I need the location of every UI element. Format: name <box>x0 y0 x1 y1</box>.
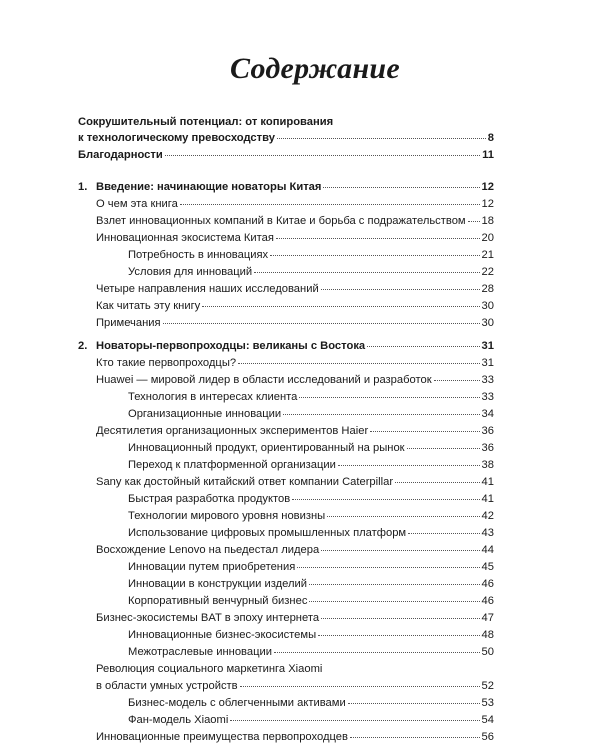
toc-page-number: 11 <box>482 149 494 161</box>
toc-entry-text: в области умных устройств <box>96 680 238 692</box>
toc-entry[interactable] <box>96 730 494 744</box>
toc-entry-text: Переход к платформенной организации <box>128 459 336 471</box>
toc-entry[interactable] <box>96 316 494 330</box>
toc-entry[interactable] <box>96 214 494 228</box>
toc-entry[interactable] <box>96 543 494 557</box>
toc-page-number: 42 <box>481 510 494 522</box>
dot-leader <box>323 187 479 188</box>
dot-leader <box>276 238 480 239</box>
dot-leader <box>321 289 480 290</box>
dot-leader <box>309 584 480 585</box>
toc-page-number: 53 <box>481 697 494 709</box>
toc-page-number: 46 <box>481 595 494 607</box>
toc-entry[interactable] <box>96 231 494 245</box>
toc-entry[interactable] <box>96 356 494 370</box>
toc-entry-text: Бизнес-модель с облегченными активами <box>128 697 346 709</box>
toc-entry[interactable] <box>96 373 494 387</box>
toc-subentry[interactable] <box>128 560 494 574</box>
chapter-number: 2. <box>78 340 88 352</box>
toc-page-number: 52 <box>481 680 494 692</box>
dot-leader <box>274 652 480 653</box>
toc-entry-text: Huawei — мировой лидер в области исследований и разработок <box>96 374 432 386</box>
toc-entry-text: Инновационные преимущества первопроходцев <box>96 731 348 743</box>
dot-leader <box>277 138 486 139</box>
dot-leader <box>202 306 479 307</box>
dot-leader <box>165 155 480 156</box>
toc-entry[interactable] <box>96 299 494 313</box>
toc-entry-text: Потребность в инновациях <box>128 249 269 261</box>
dot-leader <box>163 323 480 324</box>
toc-entry-text: Инновационные бизнес-экосистемы <box>128 629 317 641</box>
toc-entry[interactable] <box>96 679 494 693</box>
toc-entry[interactable] <box>96 282 494 296</box>
toc-page-number: 31 <box>481 340 494 352</box>
dot-leader <box>348 703 480 704</box>
toc-subentry[interactable] <box>128 713 494 727</box>
toc-entry-text: Инновации в конструкции изделий <box>128 578 307 590</box>
toc-page-number: 30 <box>481 317 494 329</box>
toc-page-number: 45 <box>481 561 494 573</box>
toc-entry[interactable] <box>96 424 494 438</box>
toc-subentry[interactable] <box>128 645 494 659</box>
dot-leader <box>407 448 480 449</box>
toc-entry-text: Корпоративный венчурный бизнес <box>128 595 308 607</box>
dot-leader <box>309 601 479 602</box>
toc-entry-text: Инновационная экосистема Китая <box>96 232 274 244</box>
chapter-number: 1. <box>78 181 88 193</box>
toc-entry-text: Использование цифровых промышленных платформ <box>128 527 407 539</box>
toc-entry-text: Взлет инновационных компаний в Китае и борьба с подражательством <box>96 215 466 227</box>
dot-leader <box>408 533 479 534</box>
dot-leader <box>292 499 479 500</box>
dot-leader <box>434 380 480 381</box>
toc-subentry[interactable] <box>128 696 494 710</box>
dot-leader <box>240 686 480 687</box>
toc-entry-text: Технология в интересах клиента <box>128 391 298 403</box>
toc-subentry[interactable] <box>128 407 494 421</box>
toc-entry-text: О чем эта книга <box>96 198 178 210</box>
toc-chapter-1[interactable] <box>78 180 494 194</box>
toc-entry-text: Благодарности <box>78 149 163 161</box>
toc-entry-text: Новаторы-первопроходцы: великаны с Востока <box>96 340 366 352</box>
toc-page-number: 12 <box>481 181 494 193</box>
toc-page-number: 36 <box>481 425 494 437</box>
toc-page-number: 12 <box>481 198 494 210</box>
toc-entry-text[interactable]: Революция социального маркетинга Xiaomi <box>96 663 323 675</box>
dot-leader <box>238 363 479 364</box>
toc-subentry[interactable] <box>128 628 494 642</box>
toc-entry-text: Условия для инноваций <box>128 266 253 278</box>
toc-entry-text: Бизнес-экосистемы BAT в эпоху интернета <box>96 612 320 624</box>
toc-entry-text: Быстрая разработка продуктов <box>128 493 291 505</box>
toc-subentry[interactable] <box>128 458 494 472</box>
dot-leader <box>321 550 479 551</box>
toc-entry-text: Как читать эту книгу <box>96 300 201 312</box>
dot-leader <box>180 204 480 205</box>
toc-page-number: 41 <box>481 476 494 488</box>
toc-page-number: 50 <box>481 646 494 658</box>
toc-page-number: 8 <box>487 132 494 144</box>
toc-page-number: 41 <box>481 493 494 505</box>
toc-page-number: 22 <box>481 266 494 278</box>
dot-leader <box>338 465 480 466</box>
toc-subentry[interactable] <box>128 526 494 540</box>
toc-chapter-2[interactable] <box>78 339 494 353</box>
dot-leader <box>468 221 480 222</box>
toc-page-number: 38 <box>481 459 494 471</box>
toc-subentry[interactable] <box>128 594 494 608</box>
toc-entry-text: Sany как достойный китайский ответ компании Caterpillar <box>96 476 394 488</box>
toc-subentry[interactable] <box>128 492 494 506</box>
dot-leader <box>350 737 480 738</box>
toc-page-number: 43 <box>481 527 494 539</box>
toc-page-number: 21 <box>481 249 494 261</box>
toc-page-number: 46 <box>481 578 494 590</box>
toc-subentry[interactable] <box>128 441 494 455</box>
toc-subentry[interactable] <box>128 248 494 262</box>
dot-leader <box>367 346 479 347</box>
dot-leader <box>230 720 479 721</box>
toc-page-number: 54 <box>481 714 494 726</box>
toc-entry[interactable] <box>96 611 494 625</box>
toc-front-line2[interactable] <box>78 131 494 145</box>
toc-page-number: 44 <box>481 544 494 556</box>
toc-page-number: 36 <box>481 442 494 454</box>
toc-page-number: 33 <box>481 374 494 386</box>
dot-leader <box>318 635 479 636</box>
toc-page-number: 31 <box>481 357 494 369</box>
toc-entry-text: Примечания <box>96 317 161 329</box>
toc-page-number: 18 <box>481 215 494 227</box>
toc-subentry[interactable] <box>128 390 494 404</box>
toc-page-number: 48 <box>481 629 494 641</box>
toc-subentry[interactable] <box>128 265 494 279</box>
toc-entry-text: Четыре направления наших исследований <box>96 283 319 295</box>
toc-page-number: 47 <box>481 612 494 624</box>
toc-entry[interactable] <box>96 197 494 211</box>
dot-leader <box>299 397 479 398</box>
toc-thanks[interactable] <box>78 148 494 162</box>
dot-leader <box>327 516 479 517</box>
toc-page-number: 33 <box>481 391 494 403</box>
toc-front-line1: Сокрушительный потенциал: от копирования <box>78 116 334 128</box>
toc-subentry[interactable] <box>128 509 494 523</box>
toc-entry[interactable] <box>96 475 494 489</box>
toc-page-number: 28 <box>481 283 494 295</box>
toc-entry-text: Фан-модель Xiaomi <box>128 714 229 726</box>
toc-entry-text: Организационные инновации <box>128 408 282 420</box>
dot-leader <box>254 272 479 273</box>
dot-leader <box>370 431 479 432</box>
toc-entry-text: Кто такие первопроходцы? <box>96 357 237 369</box>
toc-entry-text: Технологии мирового уровня новизны <box>128 510 326 522</box>
toc-entry-text: к технологическому превосходству <box>78 132 275 144</box>
dot-leader <box>283 414 479 415</box>
toc-page-number: 34 <box>481 408 494 420</box>
toc-subentry[interactable] <box>128 577 494 591</box>
toc-page-number: 20 <box>481 232 494 244</box>
toc-entry-text: Восхождение Lenovo на пьедестал лидера <box>96 544 320 556</box>
toc-entry-text: Десятилетия организационных экспериментов Haier <box>96 425 369 437</box>
dot-leader <box>321 618 479 619</box>
toc-entry-text: Инновации путем приобретения <box>128 561 296 573</box>
toc-entry-text: Введение: начинающие новаторы Китая <box>96 181 322 193</box>
dot-leader <box>270 255 479 256</box>
toc-page-number: 56 <box>481 731 494 743</box>
toc-entry-text: Межотраслевые инновации <box>128 646 273 658</box>
dot-leader <box>297 567 479 568</box>
dot-leader <box>395 482 479 483</box>
page-title: Содержание <box>229 52 401 85</box>
toc-page-number: 30 <box>481 300 494 312</box>
toc-entry-text: Инновационный продукт, ориентированный на рынок <box>128 442 405 454</box>
